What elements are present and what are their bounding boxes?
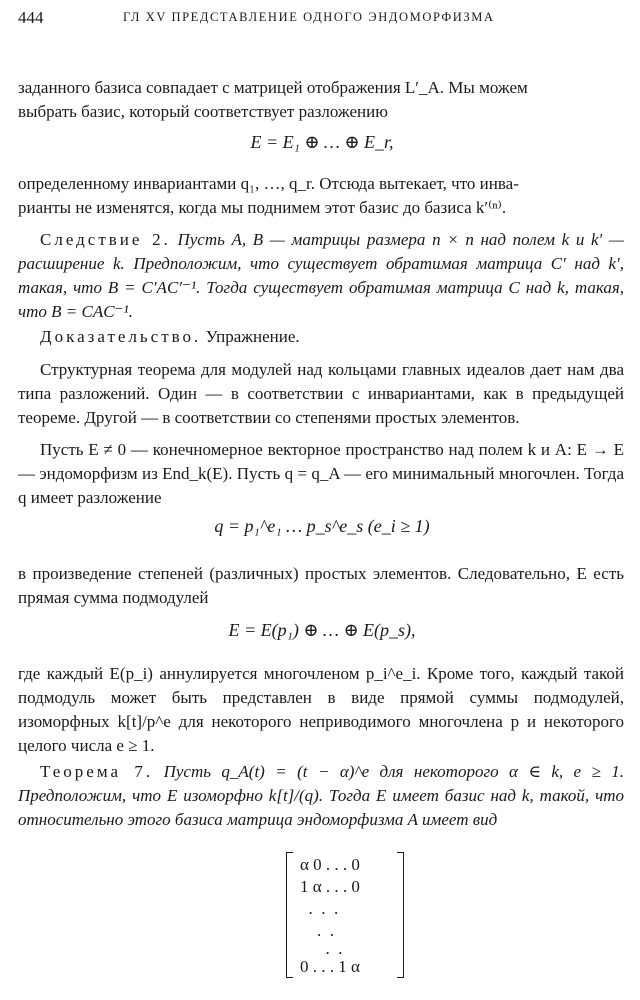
- corollary-text: Пусть A, B — матрицы размера n × n над полем k и k′ — расширение k. Предположим, что существует обратимая матрица C′ над k′, такая, что B = C′AC′⁻¹. Тогда существует обратимая матрица C над k, такая, что B = CAC⁻¹.: [18, 230, 624, 321]
- paragraph-prime-powers: в произведение степеней (различных) простых элементов. Следовательно, E есть прямая сумма подмодулей: [18, 564, 624, 607]
- matrix-row: 1 α . . . 0: [300, 877, 360, 896]
- matrix-row: . .: [300, 939, 343, 958]
- corollary-2: [18, 228, 624, 324]
- jordan-matrix: [286, 850, 404, 980]
- matrix-right-bracket: [397, 852, 404, 978]
- matrix-row: 0 . . . 1 α: [300, 957, 360, 976]
- formula-direct-sum-primes: E = E(p₁) ⊕ … ⊕ E(p_s),: [228, 620, 416, 640]
- theorem-heading: Теорема 7.: [40, 762, 154, 781]
- page-number: 444: [18, 8, 44, 27]
- paragraph-1-line-2: выбрать базис, который соответствует разложению: [18, 102, 388, 121]
- paragraph-2-line-1: определенному инвариантами q₁, …, q_r. Отсюда вытекает, что инва-: [18, 174, 519, 193]
- theorem-text: Пусть q_A(t) = (t − α)^e для некоторого α ∈ k, e ≥ 1. Предположим, что E изоморфно k[t]/(q). Тогда E имеет базис над k, такой, что относительно этого базиса матрица эндоморфизма A имеет вид: [18, 762, 625, 829]
- paragraph-structure-theorem: Структурная теорема для модулей над кольцами главных идеалов дает нам два типа разложений. Один — в соответствии с инвариантами, как в предыдущей теореме. Другой — в соответствии со степенями простых элементов.: [18, 360, 624, 427]
- running-title: ГЛ XV ПРЕДСТАВЛЕНИЕ ОДНОГО ЭНДОМОРФИЗМА: [123, 10, 495, 24]
- proof-text: Упражнение.: [205, 327, 300, 346]
- matrix-row: . .: [300, 921, 334, 940]
- paragraph-minimal-polynomial: Пусть E ≠ 0 — конечномерное векторное пространство над полем k и A: E → E — эндоморфизм из End_k(E). Пусть q = q_A — его минимальный многочлен. Тогда q имеет разложение: [18, 440, 624, 507]
- paragraph-annihilated-submodules: где каждый E(p_i) аннулируется многочленом p_i^e_i. Кроме того, каждый такой подмодуль может быть представлен в виде прямой суммы подмодулей, изоморфных k[t]/p^e для некоторого неприводимого многочлена p и некоторого целого числа e ≥ 1.: [18, 664, 624, 755]
- matrix-row: . . .: [300, 899, 339, 918]
- proof: [18, 325, 624, 349]
- formula-direct-sum-invariants: E = E₁ ⊕ … ⊕ E_r,: [250, 132, 394, 152]
- page-header: [18, 8, 626, 32]
- proof-heading: Доказательство.: [40, 327, 202, 346]
- formula-prime-factorization: q = p₁^e₁ … p_s^e_s (e_i ≥ 1): [214, 516, 430, 536]
- paragraph-2-line-2: рианты не изменятся, когда мы поднимем этот базис до базиса k′⁽ⁿ⁾.: [18, 198, 507, 217]
- book-page: [18, 0, 626, 1000]
- corollary-heading: Следствие 2.: [40, 230, 171, 249]
- paragraph-1-line-1: заданного базиса совпадает с матрицей отображения L′_A. Мы можем: [18, 78, 528, 97]
- matrix-row: α 0 . . . 0: [300, 855, 360, 874]
- matrix-left-bracket: [286, 852, 293, 978]
- theorem-7: [18, 760, 624, 832]
